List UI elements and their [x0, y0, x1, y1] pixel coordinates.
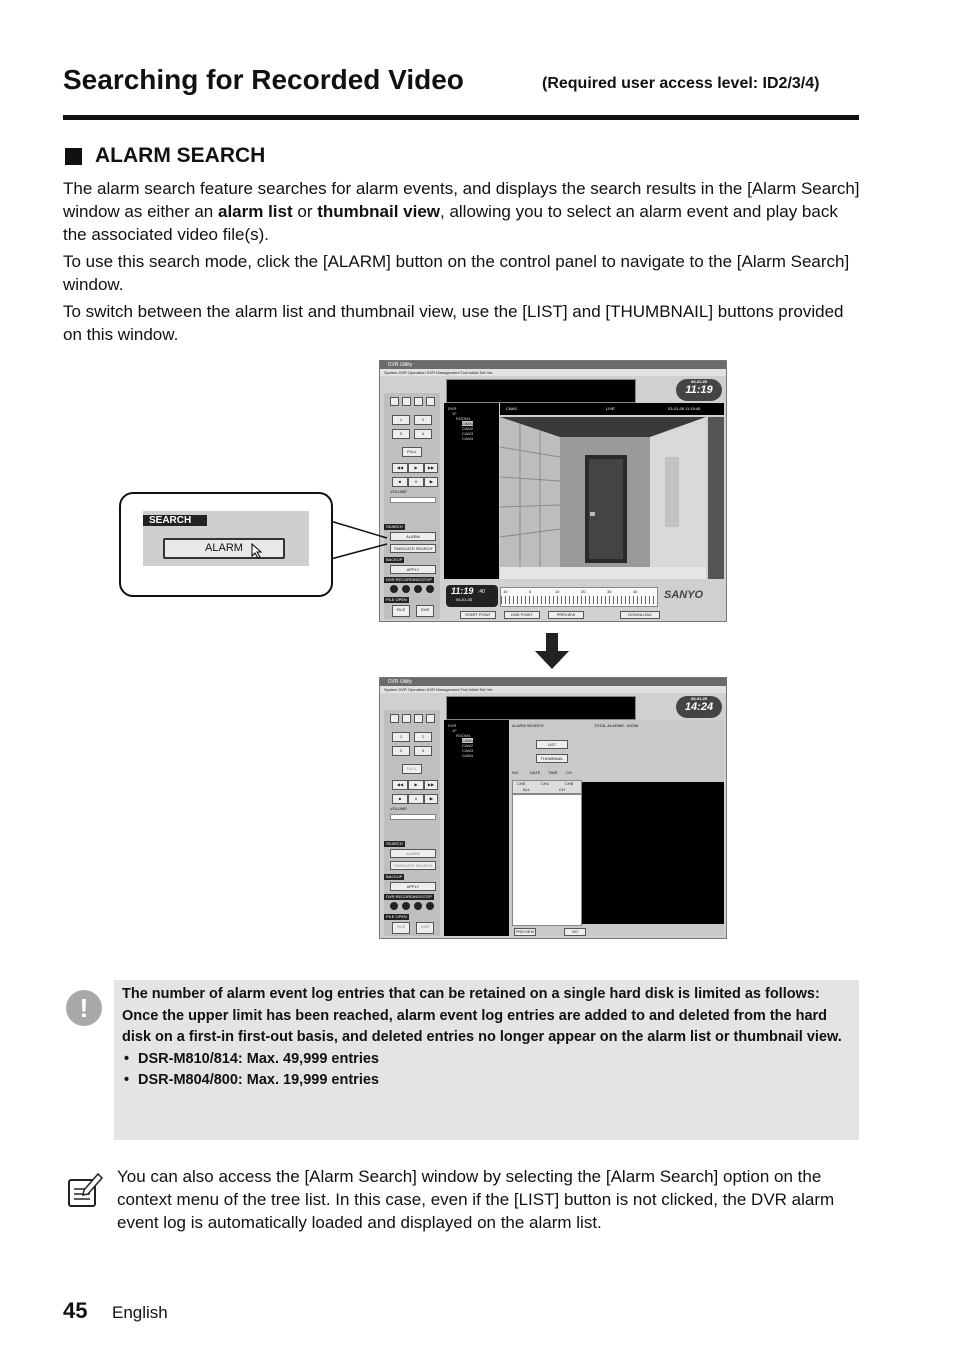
alarm-button[interactable]: ALARM — [390, 532, 436, 541]
column-header-no: NO. — [512, 770, 520, 775]
camera-label: CAM1 — [506, 406, 518, 411]
backup-section-label: BACKUP — [386, 874, 403, 879]
control-panel — [384, 393, 440, 619]
cam-1-button[interactable]: 1 — [392, 732, 410, 742]
preview-button[interactable]: PREVIEW — [548, 611, 584, 619]
screenshot-live-view — [379, 360, 727, 622]
pause-button[interactable]: II — [408, 477, 424, 487]
tree-node-selected[interactable]: CAM1 — [462, 738, 474, 743]
panel-icon-button[interactable] — [390, 397, 399, 406]
caution-note-text — [122, 984, 852, 1091]
tree-node[interactable]: CAM2 — [462, 426, 474, 431]
file-open-label: FILE OPEN — [386, 597, 407, 602]
apply-button[interactable]: APPLY — [390, 882, 436, 891]
end-point-button[interactable]: END POINT — [504, 611, 540, 619]
panel-icon-button[interactable] — [426, 397, 435, 406]
search-section-label: SEARCH — [386, 524, 403, 529]
cam-1-button[interactable]: 1 — [392, 415, 410, 425]
full-button[interactable]: FULL — [402, 447, 422, 457]
tree-node[interactable]: DVR — [448, 723, 457, 728]
access-level-note: (Required user access level: ID2/3/4) — [542, 75, 820, 92]
exclamation-icon: ! — [66, 990, 102, 1026]
memo-text: You can also access the [Alarm Search] window by selecting the [Alarm Search] option on the context menu of the tree list. In this case, even if the [LIST] button is not clicked, the DVR alarm event log is automatically loaded and displayed on the alarm list. — [117, 1167, 835, 1232]
note-paragraph: Once the upper limit has been reached, alarm event log entries are added to and deleted from the hard disk on a first-in first-out basis, and deleted entries no longer appear on the alarm list or thumbnail view. — [122, 1008, 842, 1045]
panel-icon-button[interactable] — [426, 714, 435, 723]
download-button[interactable]: DOWNLOAD — [620, 611, 660, 619]
cam-2-button[interactable]: 2 — [414, 415, 432, 425]
play-button[interactable]: ▶ — [408, 780, 424, 790]
volume-label: VOLUME — [390, 489, 407, 494]
volume-slider[interactable] — [390, 814, 436, 820]
start-point-button[interactable]: START POINT — [460, 611, 496, 619]
menu-bar: System DVR Operation DVR Management Tool Initial Set Ver. — [380, 369, 726, 376]
timeline-clock: 11:19 :40 06-01-05 — [446, 585, 498, 607]
panel-icon-button[interactable] — [414, 397, 423, 406]
tick-label: 10 — [503, 589, 508, 594]
search-label: SEARCH — [143, 515, 207, 526]
backup-section-label: BACKUP — [386, 557, 403, 562]
callout-pointer — [325, 510, 395, 570]
record-button[interactable] — [402, 585, 410, 593]
dvr-button[interactable]: DVR — [416, 922, 434, 934]
mode-label: LIVE — [606, 406, 615, 411]
play-button[interactable]: ▶ — [408, 463, 424, 473]
file-button[interactable]: FILE — [392, 605, 410, 617]
page-number: 45 — [63, 1298, 88, 1323]
tree-node[interactable]: 1F — [452, 411, 457, 416]
time-date-search-button[interactable]: TIME/DATE SEARCH — [390, 544, 436, 553]
cam-3-button[interactable]: 3 — [392, 429, 410, 439]
usage-paragraph: To use this search mode, click the [ALARM] button on the control panel to navigate to the [Alarm Search] window. — [63, 252, 850, 294]
window-title: DVR Utility — [380, 678, 726, 686]
record-button[interactable] — [402, 902, 410, 910]
switch-paragraph: To switch between the alarm list and thumbnail view, use the [LIST] and [THUMBNAIL] buttons provided on this window. — [63, 302, 844, 344]
rewind-button[interactable]: ◀◀ — [392, 463, 408, 473]
panel-icon-button[interactable] — [390, 714, 399, 723]
volume-slider[interactable] — [390, 497, 436, 503]
full-button[interactable]: FULL — [402, 764, 422, 774]
alarm-search-pane — [510, 720, 724, 936]
window-title: DVR Utility — [380, 361, 726, 369]
pause-button[interactable]: II — [408, 794, 424, 804]
tick-label: 30 — [607, 589, 612, 594]
dvr-recording-label: DVR RECORDING/STOP — [386, 894, 432, 899]
status-display — [446, 696, 636, 720]
total-alarms: TOTAL ALARMS : 00008 — [594, 723, 639, 728]
tick-label: 0 — [529, 589, 532, 594]
cam-4-button[interactable]: 4 — [414, 746, 432, 756]
tree-node[interactable]: ROOM1 — [456, 416, 471, 421]
time-date-search-button[interactable]: TIME/DATE SEARCH — [390, 861, 436, 870]
record-button[interactable] — [390, 585, 398, 593]
tree-node[interactable]: CAM3 — [462, 431, 474, 436]
dvr-recording-label: DVR RECORDING/STOP — [386, 577, 432, 582]
preview-button[interactable]: PREVIEW — [515, 929, 535, 934]
zoomed-panel — [143, 511, 309, 566]
forward-button[interactable]: ▶▶ — [424, 780, 438, 790]
alarm-list[interactable] — [512, 794, 582, 926]
record-button[interactable] — [414, 585, 422, 593]
model-limit-list — [122, 1049, 852, 1091]
list-button[interactable]: LIST — [536, 740, 568, 749]
go-button[interactable]: GO — [564, 928, 586, 936]
stop-button[interactable]: ■ — [392, 477, 408, 487]
clock-display: 06-01-05 14:24 — [676, 696, 722, 718]
clock-display: 06-01-05 11:19 — [676, 379, 722, 401]
forward-button[interactable]: ▶▶ — [424, 463, 438, 473]
memo-pencil-icon — [66, 1172, 104, 1208]
panel-icon-button[interactable] — [402, 397, 411, 406]
arrow-down-icon — [535, 633, 569, 669]
tick-label: 20 — [581, 589, 586, 594]
timeline-scale[interactable] — [500, 587, 658, 607]
tick-label: 40 — [633, 589, 638, 594]
zoom-callout — [119, 492, 333, 597]
tree-node[interactable]: CAM3 — [462, 748, 474, 753]
step-button[interactable]: I▶ — [424, 794, 438, 804]
camera-video-image — [500, 417, 706, 579]
apply-button[interactable]: APPLY — [390, 565, 436, 574]
page-title: Searching for Recorded Video — [63, 64, 464, 95]
tree-node[interactable]: ROOM1 — [456, 733, 471, 738]
section-bullet-square — [65, 148, 82, 165]
panel-icon-button[interactable] — [414, 714, 423, 723]
intro-paragraph: The alarm search feature searches for alarm events, and displays the search results in the [Alarm Search] window as either an alarm list or thumbnail view, allowing you to select an alarm event and play back the associated video file(s). — [63, 179, 860, 244]
column-header-ch: CH — [566, 770, 572, 775]
screenshot-alarm-search — [379, 677, 727, 939]
record-button[interactable] — [414, 902, 422, 910]
search-section-label: SEARCH — [386, 841, 403, 846]
alarm-search-heading: ALARM SEARCH — [512, 723, 544, 728]
brand-logo: SANYO — [664, 589, 704, 601]
stop-button[interactable]: ■ — [392, 794, 408, 804]
volume-label: VOLUME — [390, 806, 407, 811]
record-button[interactable] — [390, 902, 398, 910]
list-item: • DSR-M804/800: Max. 19,999 entries — [122, 1070, 852, 1091]
cam-2-button[interactable]: 2 — [414, 732, 432, 742]
tree-node[interactable]: CAM2 — [462, 743, 474, 748]
column-header-date: DATE — [530, 770, 541, 775]
status-display — [446, 379, 636, 403]
tree-node[interactable]: CAM4 — [462, 436, 474, 441]
stop-record-button[interactable] — [426, 585, 434, 593]
rewind-button[interactable]: ◀◀ — [392, 780, 408, 790]
menu-bar: System DVR Operation DVR Management Tool Initial Set Ver. — [380, 686, 726, 693]
alarm-button-zoomed[interactable]: ALARM — [163, 538, 285, 559]
preview-area — [582, 782, 724, 924]
tree-node[interactable]: CAM4 — [462, 753, 474, 758]
stop-record-button[interactable] — [426, 902, 434, 910]
dvr-button[interactable]: DVR — [416, 605, 434, 617]
file-button[interactable]: FILE — [392, 922, 410, 934]
list-item: • DSR-M810/814: Max. 49,999 entries — [122, 1049, 852, 1070]
column-header-time: TIME — [548, 770, 558, 775]
header-rule — [63, 115, 859, 120]
file-open-label: FILE OPEN — [386, 914, 407, 919]
mouse-cursor-icon — [251, 543, 263, 559]
video-info-bar — [500, 403, 724, 415]
note-paragraph: The number of alarm event log entries that can be retained on a single hard disk is limited as follows: — [122, 986, 820, 1002]
thumbnail-button[interactable]: THUMBNAIL — [536, 754, 568, 763]
alarm-button[interactable]: ALARM — [390, 849, 436, 858]
tree-node[interactable]: DVR — [448, 406, 457, 411]
video-side-bar — [708, 417, 724, 579]
control-panel — [384, 710, 440, 936]
page-language: English — [112, 1303, 168, 1322]
tree-list[interactable] — [444, 720, 509, 936]
step-button[interactable]: I▶ — [424, 477, 438, 487]
channel-filter[interactable]: CH0 CH1 CH8 ALL CH — [512, 780, 582, 794]
tree-list[interactable] — [444, 403, 499, 579]
cam-3-button[interactable]: 3 — [392, 746, 410, 756]
cam-4-button[interactable]: 4 — [414, 429, 432, 439]
section-title: ALARM SEARCH — [95, 144, 266, 167]
tree-node-selected[interactable]: CAM1 — [462, 421, 474, 426]
tree-node[interactable]: 1F — [452, 728, 457, 733]
video-timestamp: 03-01-05 11:19:40 — [668, 406, 701, 411]
panel-icon-button[interactable] — [402, 714, 411, 723]
tick-label: 10 — [555, 589, 560, 594]
